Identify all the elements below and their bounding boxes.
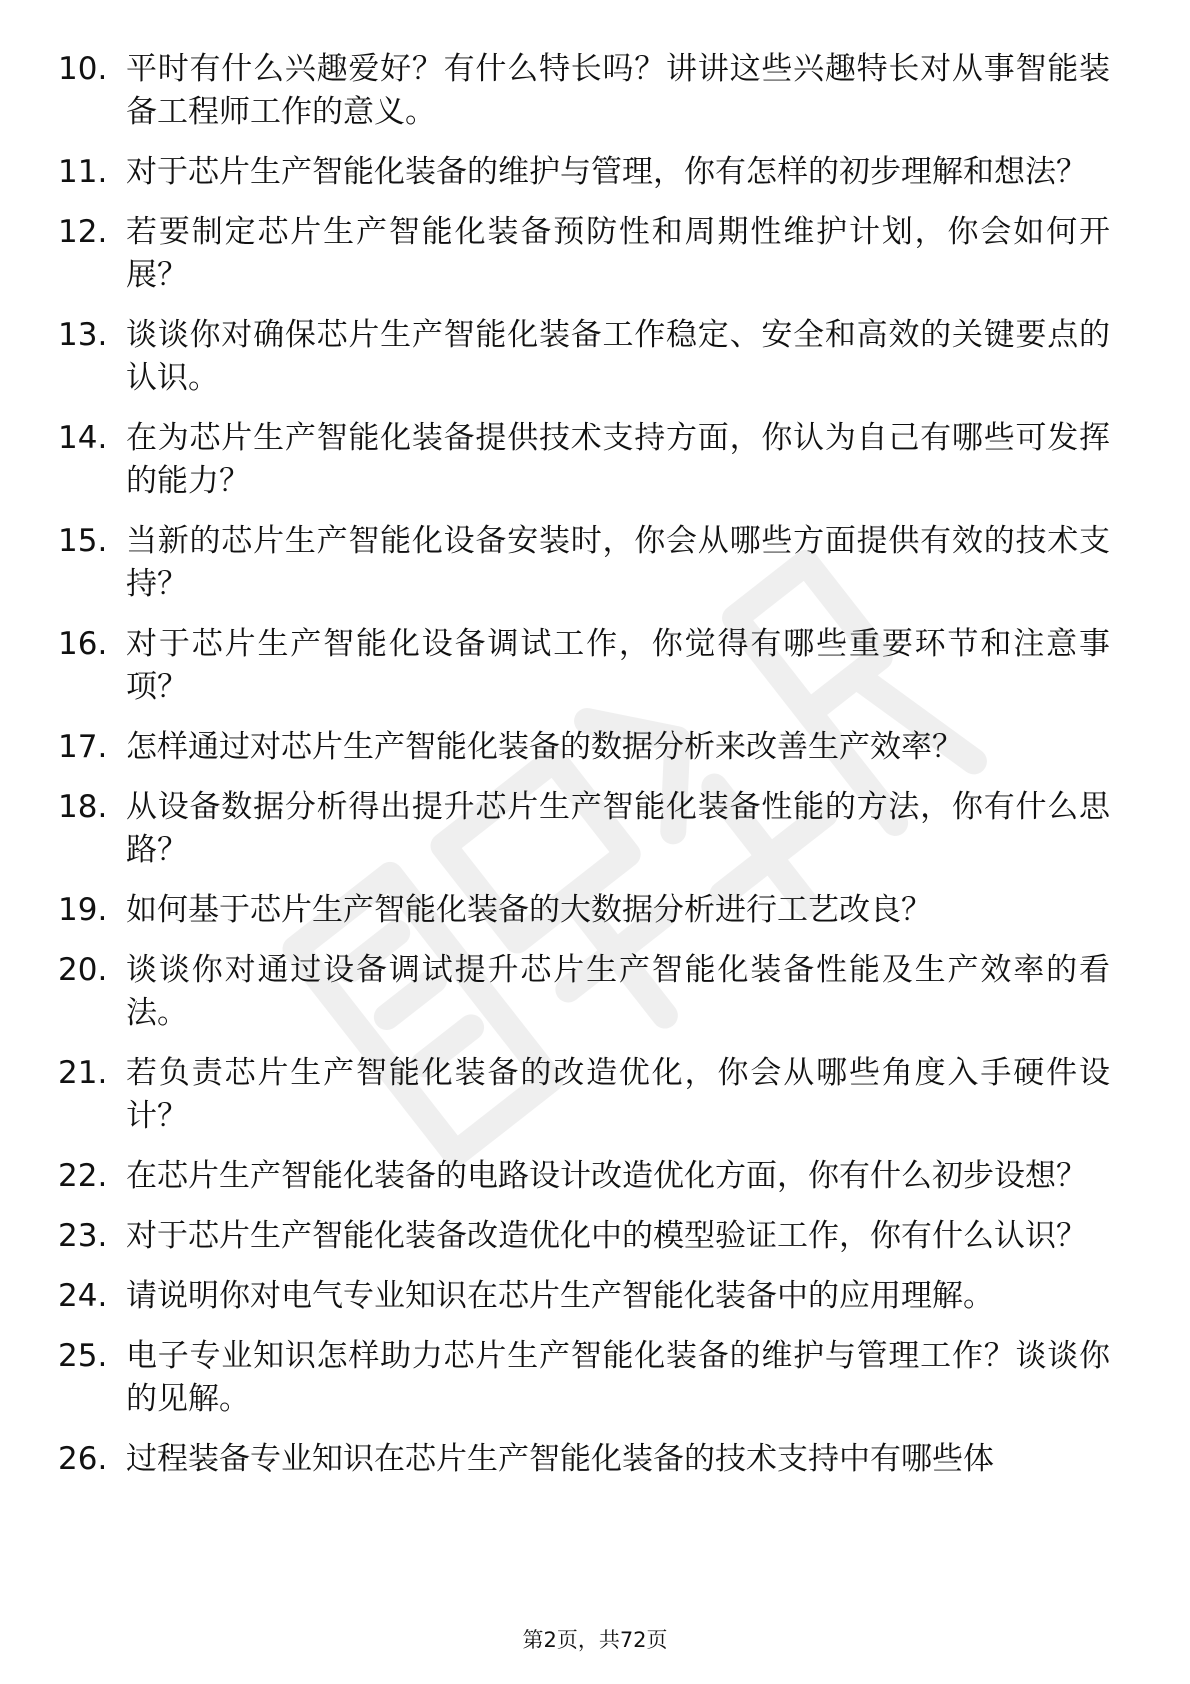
question-number: 22. bbox=[58, 1158, 108, 1194]
question-text: 如何基于芯片生产智能化装备的大数据分析进行工艺改良？ bbox=[126, 892, 932, 928]
question-text: 从设备数据分析得出提升芯片生产智能化装备性能的方法，你有什么思路？ bbox=[126, 789, 1110, 868]
question-number: 17. bbox=[58, 729, 108, 765]
question-item-24 bbox=[58, 1275, 1110, 1318]
question-text: 平时有什么兴趣爱好？有什么特长吗？讲讲这些兴趣特长对从事智能装备工程师工作的意义。 bbox=[126, 51, 1110, 130]
question-item-22 bbox=[58, 1155, 1110, 1198]
question-number: 10. bbox=[58, 51, 108, 87]
question-number: 20. bbox=[58, 952, 108, 988]
question-list bbox=[58, 48, 1110, 1498]
question-item-17 bbox=[58, 726, 1110, 769]
question-text: 对于芯片生产智能化装备的维护与管理，你有怎样的初步理解和想法？ bbox=[126, 154, 1087, 190]
question-item-25 bbox=[58, 1335, 1110, 1421]
question-text: 请说明你对电气专业知识在芯片生产智能化装备中的应用理解。 bbox=[126, 1278, 994, 1314]
question-text: 若要制定芯片生产智能化装备预防性和周期性维护计划，你会如何开展？ bbox=[126, 214, 1110, 293]
question-text: 过程装备专业知识在芯片生产智能化装备的技术支持中有哪些体 bbox=[126, 1441, 994, 1477]
question-item-20 bbox=[58, 949, 1110, 1035]
question-item-21 bbox=[58, 1052, 1110, 1138]
question-item-14 bbox=[58, 417, 1110, 503]
question-text: 在为芯片生产智能化装备提供技术支持方面，你认为自己有哪些可发挥的能力？ bbox=[126, 420, 1110, 499]
question-item-26 bbox=[58, 1438, 1110, 1481]
question-text: 谈谈你对通过设备调试提升芯片生产智能化装备性能及生产效率的看法。 bbox=[126, 952, 1110, 1031]
question-text: 对于芯片生产智能化装备改造优化中的模型验证工作，你有什么认识？ bbox=[126, 1218, 1087, 1254]
question-number: 19. bbox=[58, 892, 108, 928]
question-number: 16. bbox=[58, 626, 108, 662]
question-number: 14. bbox=[58, 420, 108, 456]
question-number: 21. bbox=[58, 1055, 108, 1091]
question-text: 怎样通过对芯片生产智能化装备的数据分析来改善生产效率？ bbox=[126, 729, 963, 765]
question-number: 18. bbox=[58, 789, 108, 825]
question-number: 23. bbox=[58, 1218, 108, 1254]
question-item-13 bbox=[58, 314, 1110, 400]
question-text: 当新的芯片生产智能化设备安装时，你会从哪些方面提供有效的技术支持？ bbox=[126, 523, 1110, 602]
question-number: 13. bbox=[58, 317, 108, 353]
question-number: 11. bbox=[58, 154, 108, 190]
question-item-16 bbox=[58, 623, 1110, 709]
question-item-12 bbox=[58, 211, 1110, 297]
question-text: 电子专业知识怎样助力芯片生产智能化装备的维护与管理工作？谈谈你的见解。 bbox=[126, 1338, 1110, 1417]
question-item-11 bbox=[58, 151, 1110, 194]
question-number: 26. bbox=[58, 1441, 108, 1477]
question-item-18 bbox=[58, 786, 1110, 872]
question-item-10 bbox=[58, 48, 1110, 134]
question-text: 若负责芯片生产智能化装备的改造优化，你会从哪些角度入手硬件设计？ bbox=[126, 1055, 1110, 1134]
question-text: 在芯片生产智能化装备的电路设计改造优化方面，你有什么初步设想？ bbox=[126, 1158, 1087, 1194]
question-number: 24. bbox=[58, 1278, 108, 1314]
question-number: 15. bbox=[58, 523, 108, 559]
page-footer bbox=[0, 1626, 1190, 1654]
question-text: 谈谈你对确保芯片生产智能化装备工作稳定、安全和高效的关键要点的认识。 bbox=[126, 317, 1110, 396]
question-number: 12. bbox=[58, 214, 108, 250]
question-item-15 bbox=[58, 520, 1110, 606]
page-number-label: 第2页，共72页 bbox=[522, 1628, 668, 1652]
question-text: 对于芯片生产智能化设备调试工作，你觉得有哪些重要环节和注意事项？ bbox=[126, 626, 1110, 705]
question-number: 25. bbox=[58, 1338, 108, 1374]
question-item-23 bbox=[58, 1215, 1110, 1258]
question-item-19 bbox=[58, 889, 1110, 932]
